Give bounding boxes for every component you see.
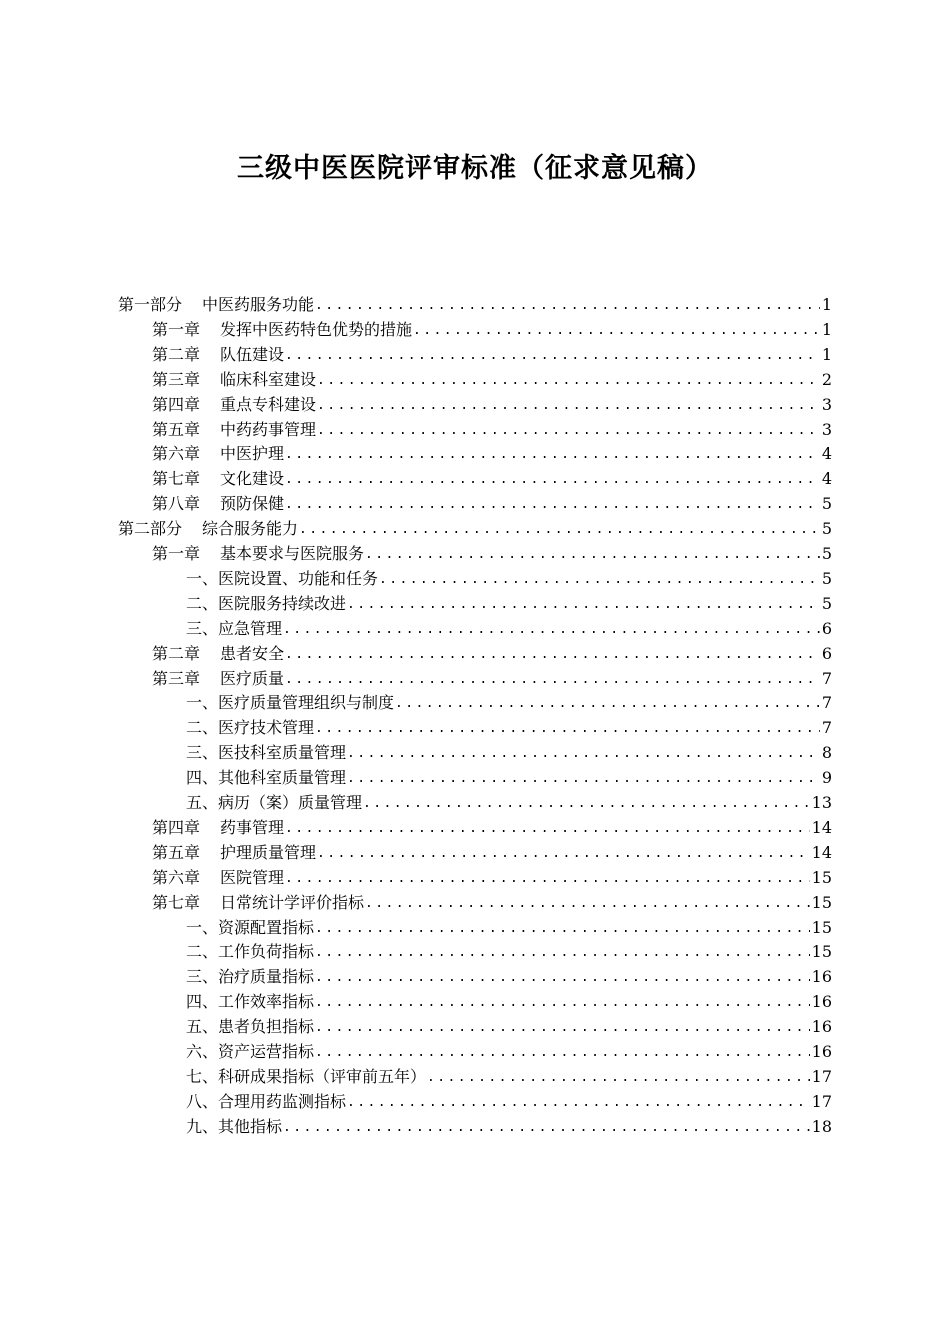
toc-page-number: 13 — [811, 793, 832, 812]
toc-entry-number: 第七章 — [152, 469, 201, 489]
toc-entry[interactable] — [152, 639, 832, 664]
toc-entry[interactable] — [186, 738, 832, 763]
toc-page-number: 5 — [821, 519, 832, 539]
toc-entry[interactable] — [152, 489, 832, 514]
toc-entry-number: 第一章 — [152, 544, 201, 563]
toc-entry[interactable] — [152, 813, 832, 838]
toc-entry-text: 五、患者负担指标 — [186, 1017, 315, 1037]
toc-dot-leader — [315, 297, 820, 315]
toc-entry[interactable] — [152, 863, 832, 888]
toc-entry-text: 五、病历（案）质量管理 — [186, 793, 363, 812]
toc-entry-text: 一、资源配置指标 — [186, 917, 315, 937]
toc-dot-leader — [283, 621, 820, 639]
toc-entry-number: 第六章 — [152, 444, 201, 464]
toc-entry-text: 综合服务能力 — [202, 519, 299, 539]
toc-entry-label — [186, 967, 314, 987]
toc-entry-label — [186, 1042, 314, 1062]
toc-dot-leader — [317, 397, 820, 415]
toc-dot-leader — [285, 820, 810, 838]
toc-dot-leader — [347, 596, 820, 614]
toc-entry-label — [186, 1092, 346, 1112]
toc-entry-label — [186, 1117, 282, 1137]
toc-entry-number: 第二部分 — [118, 519, 183, 539]
toc-dot-leader — [413, 322, 820, 340]
toc-entry-text: 文化建设 — [220, 469, 285, 489]
toc-dot-leader — [315, 1044, 810, 1062]
toc-entry-text: 基本要求与医院服务 — [220, 544, 365, 563]
toc-dot-leader — [379, 571, 820, 589]
toc-page-number: 15 — [811, 917, 832, 937]
toc-page-number: 1 — [821, 319, 832, 339]
toc-page-number: 9 — [821, 768, 832, 788]
toc-entry-text: 临床科室建设 — [220, 369, 317, 389]
toc-entry-label — [186, 594, 346, 614]
toc-page-number: 15 — [811, 867, 832, 887]
toc-entry[interactable] — [118, 290, 832, 315]
toc-entry[interactable] — [186, 962, 832, 987]
toc-dot-leader — [285, 471, 820, 489]
toc-entry-text: 一、医院设置、功能和任务 — [186, 568, 379, 588]
toc-dot-leader — [315, 969, 810, 987]
toc-entry-number: 第一部分 — [118, 295, 183, 314]
toc-entry-text: 三、应急管理 — [186, 618, 283, 638]
toc-entry-label — [186, 569, 378, 589]
toc-dot-leader — [365, 546, 820, 564]
toc-page-number: 1 — [821, 295, 832, 314]
toc-page-number: 15 — [811, 892, 832, 912]
toc-entry[interactable] — [186, 1012, 832, 1037]
toc-entry-label — [152, 469, 284, 489]
toc-entry-text: 八、合理用药监测指标 — [186, 1091, 347, 1111]
toc-dot-leader — [347, 1094, 810, 1112]
toc-entry[interactable] — [152, 390, 832, 415]
toc-entry[interactable] — [152, 315, 832, 340]
toc-dot-leader — [283, 1119, 810, 1137]
toc-page-number: 5 — [821, 494, 832, 514]
toc-entry-text: 发挥中医药特色优势的措施 — [220, 319, 413, 339]
toc-entry-number: 第四章 — [152, 394, 201, 414]
toc-entry[interactable] — [186, 1037, 832, 1062]
toc-dot-leader — [363, 795, 810, 813]
toc-entry[interactable] — [186, 713, 832, 738]
toc-dot-leader — [365, 895, 810, 913]
toc-entry-text: 中医药服务功能 — [202, 295, 315, 314]
toc-entry-text: 中药药事管理 — [220, 419, 317, 439]
toc-entry[interactable] — [152, 365, 832, 390]
toc-dot-leader — [347, 745, 820, 763]
toc-page-number: 7 — [821, 718, 832, 738]
toc-entry-text: 预防保健 — [220, 494, 285, 514]
toc-page-number: 3 — [821, 419, 832, 439]
toc-page-number: 15 — [811, 942, 832, 962]
toc-entry-number: 第二章 — [152, 643, 201, 663]
toc-entry-label — [152, 868, 284, 888]
toc-entry[interactable] — [118, 514, 832, 539]
toc-entry-label — [186, 693, 394, 713]
toc-entry[interactable] — [152, 439, 832, 464]
toc-entry-label — [152, 395, 316, 415]
toc-entry[interactable] — [186, 564, 832, 589]
toc-page-number: 8 — [821, 743, 832, 763]
toc-page-number: 7 — [821, 693, 832, 713]
toc-dot-leader — [299, 521, 820, 539]
toc-entry-text: 护理质量管理 — [220, 842, 317, 862]
toc-entry-text: 六、资产运营指标 — [186, 1042, 315, 1061]
toc-entry[interactable] — [186, 1087, 832, 1112]
toc-entry-label — [152, 444, 284, 464]
toc-dot-leader — [317, 422, 820, 440]
toc-entry-label — [152, 370, 316, 390]
toc-entry[interactable] — [186, 987, 832, 1012]
toc-dot-leader — [315, 920, 810, 938]
toc-entry-label — [152, 320, 412, 340]
toc-page-number: 5 — [821, 568, 832, 588]
toc-entry[interactable] — [152, 664, 832, 689]
toc-dot-leader — [285, 347, 820, 365]
toc-entry[interactable] — [152, 464, 832, 489]
toc-page-number: 16 — [811, 992, 832, 1012]
toc-dot-leader — [285, 671, 820, 689]
toc-page-number: 7 — [821, 668, 832, 688]
toc-entry-text: 二、工作负荷指标 — [186, 942, 315, 962]
toc-entry-label — [186, 768, 346, 788]
toc-dot-leader — [315, 1019, 810, 1037]
toc-entry-number: 第五章 — [152, 842, 201, 862]
toc-entry-text: 中医护理 — [220, 444, 285, 464]
document-title: 三级中医医院评审标准（征求意见稿） — [237, 153, 713, 184]
toc-entry-label — [186, 1067, 426, 1087]
toc-entry-text: 四、其他科室质量管理 — [186, 768, 347, 788]
toc-entry-text: 医院管理 — [220, 867, 285, 887]
toc-entry-text: 医疗质量 — [220, 668, 285, 688]
toc-entry-number: 第八章 — [152, 494, 201, 514]
toc-dot-leader — [427, 1069, 810, 1087]
toc-entry-text: 患者安全 — [220, 643, 285, 663]
toc-entry[interactable] — [152, 539, 832, 564]
toc-entry-label — [152, 494, 284, 514]
toc-entry-label — [152, 669, 284, 689]
toc-page-number: 1 — [821, 344, 832, 364]
toc-entry-text: 二、医疗技术管理 — [186, 718, 315, 738]
toc-entry-label — [152, 893, 364, 913]
toc-page-number: 17 — [811, 1091, 832, 1111]
toc-page-number: 18 — [811, 1116, 832, 1136]
toc-entry-number: 第六章 — [152, 867, 201, 887]
toc-entry-text: 重点专科建设 — [220, 394, 317, 414]
toc-dot-leader — [285, 646, 820, 664]
toc-entry[interactable] — [152, 888, 832, 913]
toc-entry[interactable] — [186, 589, 832, 614]
toc-entry-number: 第五章 — [152, 419, 201, 439]
toc-page-number: 2 — [821, 369, 832, 389]
toc-page-number: 17 — [811, 1066, 832, 1086]
toc-entry-text: 药事管理 — [220, 817, 285, 837]
toc-entry[interactable] — [152, 340, 832, 365]
toc-entry-text: 队伍建设 — [220, 344, 285, 364]
toc-entry-number: 第一章 — [152, 319, 201, 339]
toc-entry-number: 第七章 — [152, 892, 201, 912]
toc-dot-leader — [317, 372, 820, 390]
toc-entry-label — [186, 793, 362, 813]
toc-page-number: 6 — [821, 618, 832, 638]
toc-page-number: 6 — [821, 643, 832, 663]
toc-entry[interactable] — [186, 788, 832, 813]
toc-page-number: 16 — [811, 1017, 832, 1037]
toc-dot-leader — [285, 446, 820, 464]
toc-entry-label — [186, 743, 346, 763]
toc-page-number: 3 — [821, 394, 832, 414]
toc-entry[interactable] — [152, 838, 832, 863]
toc-entry-text: 四、工作效率指标 — [186, 992, 315, 1012]
toc-dot-leader — [315, 944, 810, 962]
toc-entry[interactable] — [186, 688, 832, 713]
toc-entry-label — [152, 345, 284, 365]
toc-entry-text: 日常统计学评价指标 — [220, 892, 365, 912]
toc-dot-leader — [395, 695, 820, 713]
toc-page-number: 5 — [821, 544, 832, 563]
toc-entry-label — [152, 644, 284, 664]
toc-entry-text: 一、医疗质量管理组织与制度 — [186, 693, 395, 713]
toc-page-number: 4 — [821, 469, 832, 489]
toc-entry-label — [152, 420, 316, 440]
toc-entry[interactable] — [186, 1112, 832, 1137]
toc-entry-label — [118, 295, 314, 315]
toc-entry-number: 第二章 — [152, 344, 201, 364]
toc-dot-leader — [315, 994, 810, 1012]
toc-entry-label — [186, 1017, 314, 1037]
toc-entry-label — [186, 942, 314, 962]
toc-page-number: 16 — [811, 967, 832, 987]
toc-entry-label — [186, 992, 314, 1012]
toc-entry-label — [118, 519, 298, 539]
toc-entry[interactable] — [186, 937, 832, 962]
toc-entry-text: 二、医院服务持续改进 — [186, 593, 347, 613]
toc-entry-label — [186, 619, 282, 639]
toc-dot-leader — [285, 496, 820, 514]
toc-entry-number: 第三章 — [152, 369, 201, 389]
toc-page-number: 4 — [821, 444, 832, 464]
toc-entry[interactable] — [186, 913, 832, 938]
toc-entry-text: 三、医技科室质量管理 — [186, 743, 347, 763]
toc-entry[interactable] — [186, 763, 832, 788]
toc-entry-label — [186, 918, 314, 938]
toc-dot-leader — [317, 845, 810, 863]
toc-page-number: 14 — [811, 817, 832, 837]
toc-page-number: 5 — [821, 593, 832, 613]
toc-entry[interactable] — [186, 1062, 832, 1087]
toc-entry-label — [152, 843, 316, 863]
toc-entry-text: 三、治疗质量指标 — [186, 967, 315, 987]
toc-page-number: 14 — [811, 842, 832, 862]
toc-entry-number: 第三章 — [152, 668, 201, 688]
toc-entry[interactable] — [152, 415, 832, 440]
toc-entry-label — [186, 718, 314, 738]
toc-entry[interactable] — [186, 614, 832, 639]
toc-entry-label — [152, 544, 364, 564]
toc-entry-text: 九、其他指标 — [186, 1116, 283, 1136]
toc-entry-text: 七、科研成果指标（评审前五年） — [186, 1066, 427, 1086]
toc-dot-leader — [315, 720, 820, 738]
toc-dot-leader — [347, 770, 820, 788]
toc-entry-number: 第四章 — [152, 817, 201, 837]
toc-entry-label — [152, 818, 284, 838]
toc-dot-leader — [285, 870, 810, 888]
toc-page-number: 16 — [811, 1042, 832, 1061]
